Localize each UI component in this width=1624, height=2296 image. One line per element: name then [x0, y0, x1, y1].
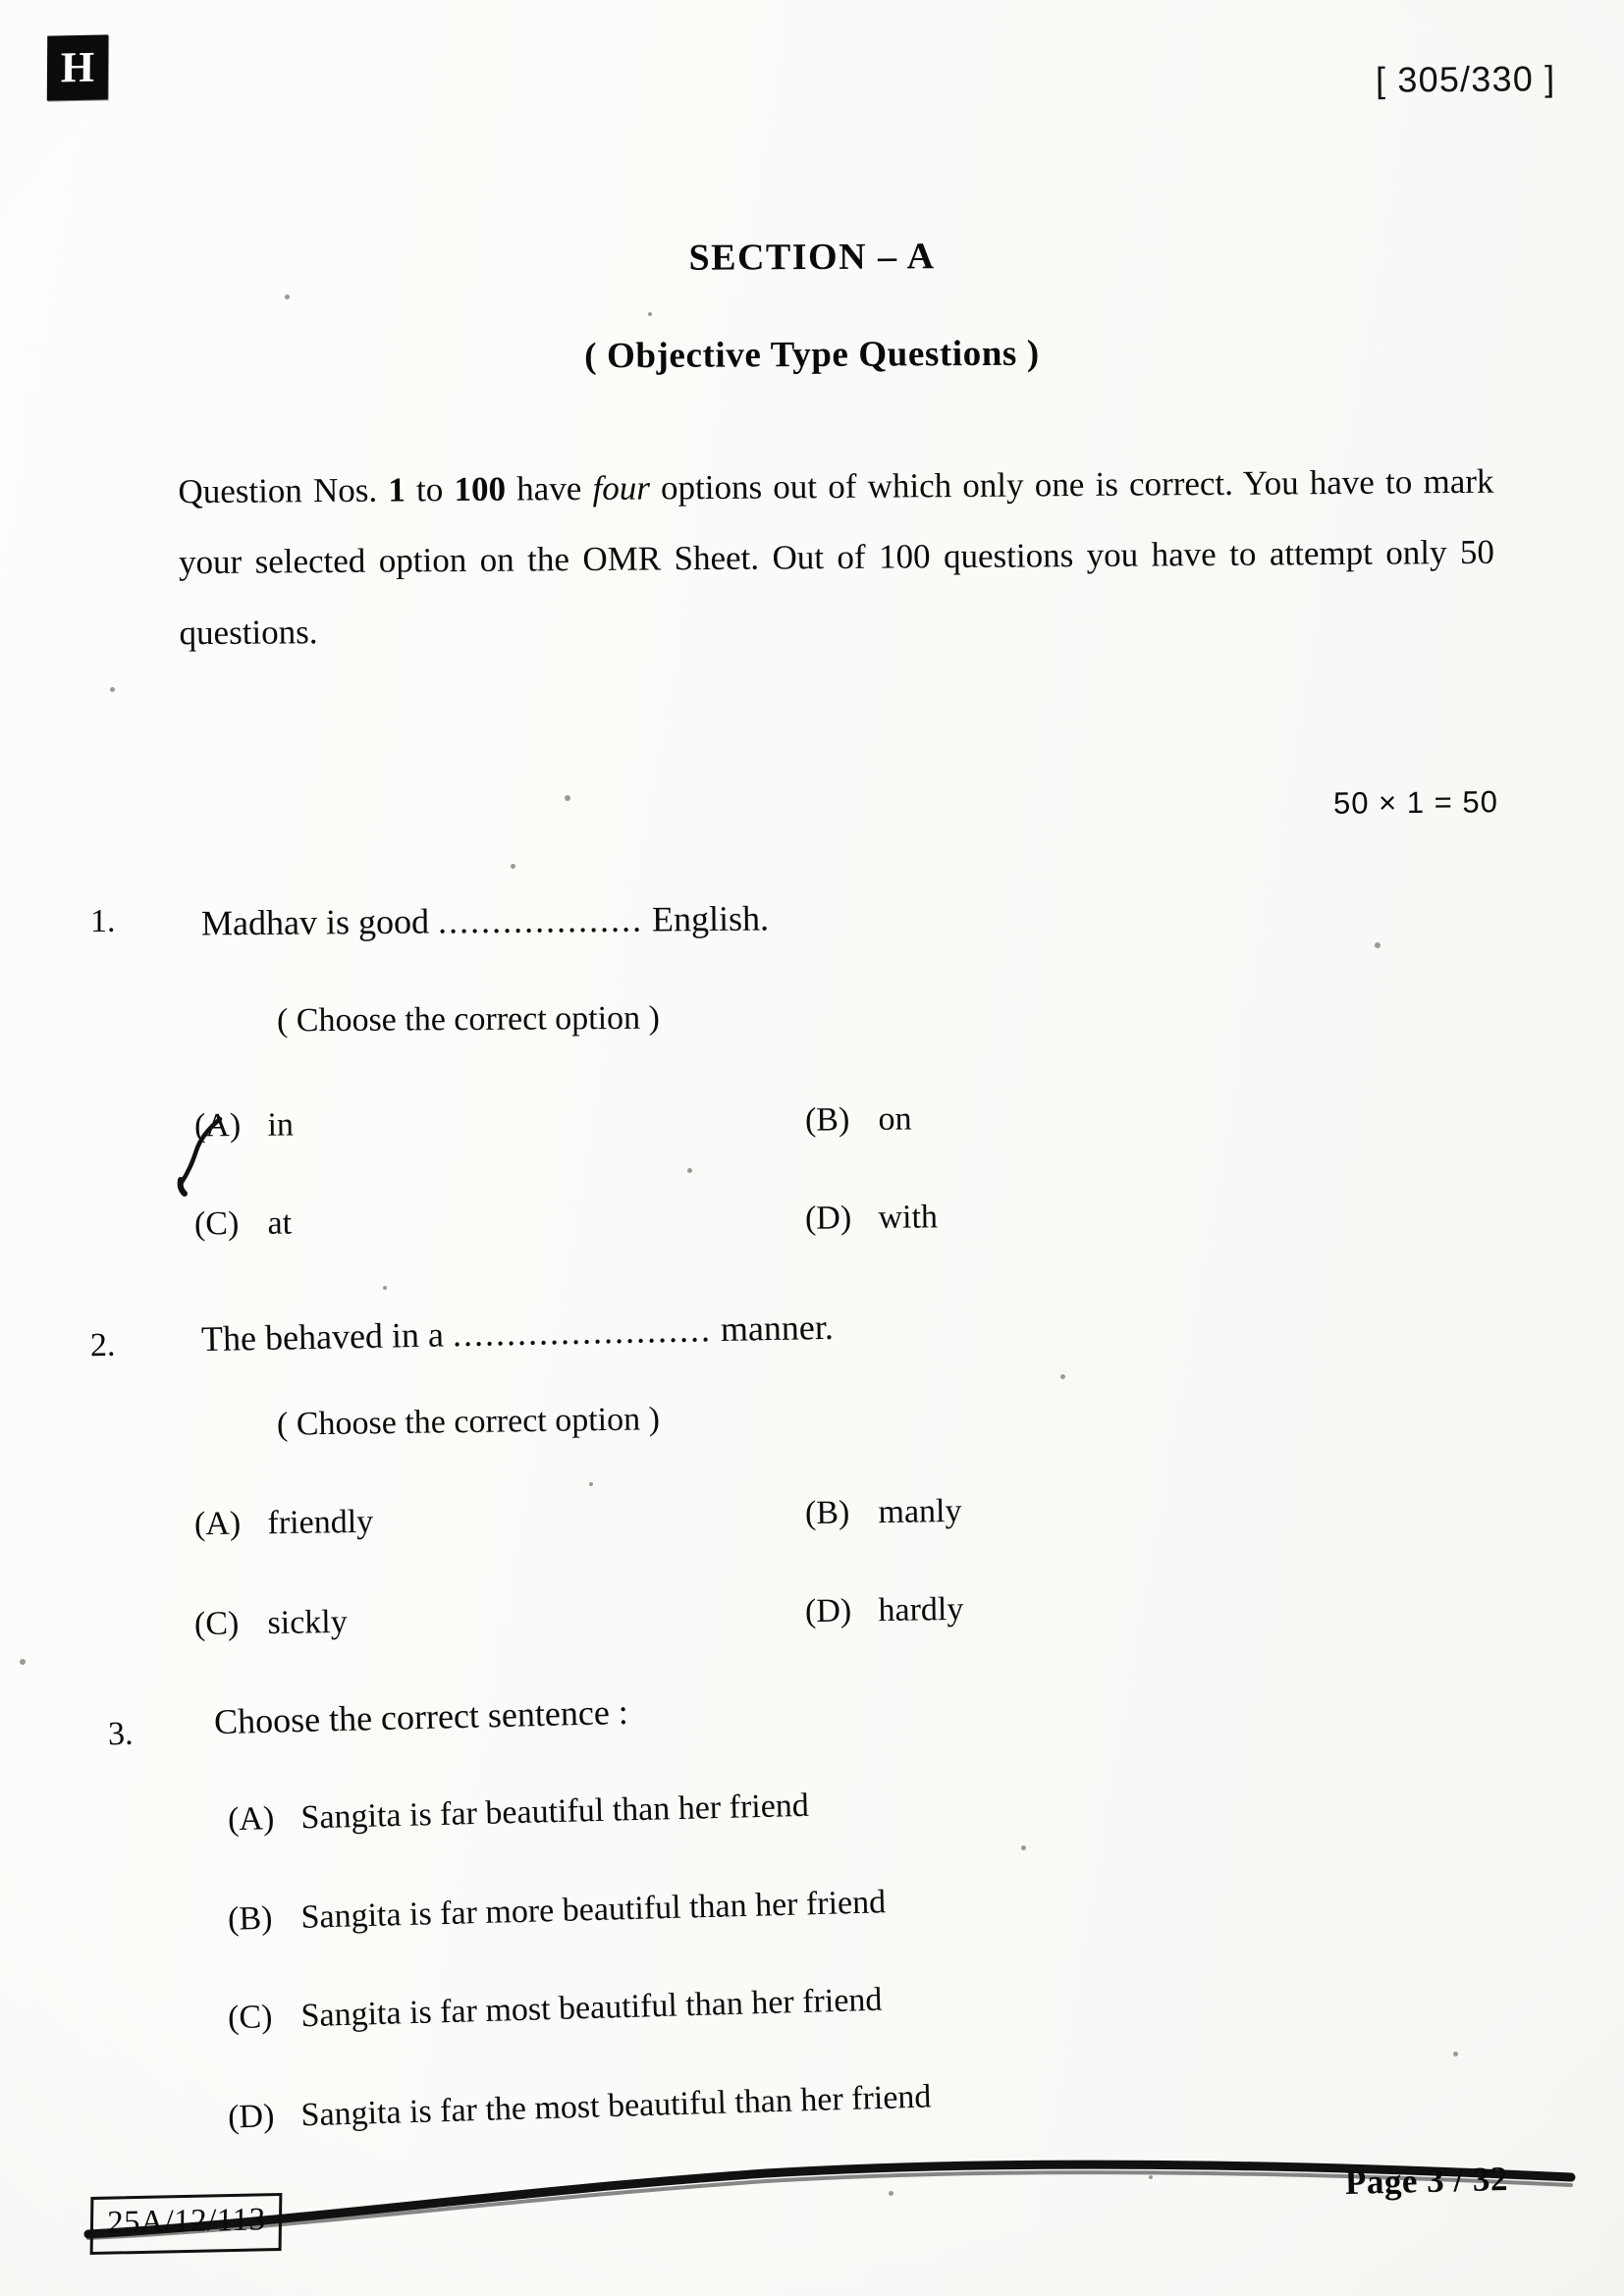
marks-distribution: 50 × 1 = 50: [1332, 784, 1499, 821]
scan-speck: [1453, 2052, 1458, 2056]
question-2-stem-after: manner.: [720, 1307, 835, 1350]
instructions-text-4: options out of which only one is correct. You have to mark your selected option on the OMR Sheet. Out of 100 questions you have to attempt only 50 questions.: [178, 461, 1495, 653]
question-3-option-c-text: Sangita is far most beautiful than her friend: [300, 1981, 883, 2035]
scan-speck: [889, 2191, 893, 2196]
question-1-option-b[interactable]: [805, 1100, 912, 1139]
section-subtitle: ( Objective Type Questions ): [584, 333, 1040, 377]
question-1-option-c-label: (C): [193, 1205, 240, 1243]
question-3-option-c[interactable]: [228, 1982, 883, 2038]
scan-speck: [1149, 2175, 1153, 2179]
question-3-option-d[interactable]: [228, 2078, 932, 2136]
question-2-option-d-label: (D): [804, 1592, 852, 1630]
question-1-option-b-text: on: [878, 1100, 912, 1138]
question-2-hint: ( Choose the correct option ): [276, 1401, 661, 1443]
instructions-text-3: have: [516, 469, 582, 508]
question-2-option-d[interactable]: [805, 1591, 964, 1630]
question-2-option-a[interactable]: [194, 1504, 374, 1544]
scan-speck: [383, 1286, 387, 1290]
question-3-option-a[interactable]: [228, 1788, 810, 1839]
instructions-bold-last: 100: [454, 469, 507, 509]
question-2-option-c-text: sickly: [267, 1603, 348, 1642]
question-2-blank-dots: ........................: [452, 1309, 713, 1355]
question-1-number: 1.: [90, 903, 116, 939]
question-1-stem-before: Madhav is good: [200, 901, 430, 943]
page-number-label: Page 3 / 32: [1344, 2159, 1509, 2203]
question-2-option-a-label: (A): [193, 1505, 242, 1543]
question-3-option-c-label: (C): [227, 1999, 273, 2037]
scan-speck: [648, 312, 652, 316]
question-3-number: 3.: [107, 1715, 134, 1753]
paper-serial-box: 25A/12/113: [90, 2193, 283, 2255]
question-1-option-c[interactable]: [194, 1204, 292, 1243]
question-1-option-d[interactable]: [805, 1199, 938, 1237]
scan-speck: [589, 1482, 593, 1486]
question-3-option-d-label: (D): [227, 2098, 275, 2136]
question-2-text: [201, 1307, 835, 1360]
question-1-hint: ( Choose the correct option ): [276, 999, 661, 1040]
question-1-option-d-label: (D): [804, 1200, 852, 1237]
instructions-text-1: Question Nos.: [178, 470, 378, 511]
question-2-option-c-label: (C): [193, 1605, 240, 1643]
question-1-option-a-text: in: [267, 1106, 295, 1144]
question-3-text: [214, 1691, 629, 1742]
question-3-option-d-text: Sangita is far the most beautiful than her friend: [300, 2078, 932, 2134]
scan-speck: [1375, 942, 1380, 948]
question-3-option-b-label: (B): [227, 1899, 273, 1938]
scan-speck: [1021, 1845, 1026, 1850]
paper-code: [ 305/330 ]: [1375, 58, 1556, 100]
question-1-option-a[interactable]: [194, 1106, 294, 1145]
question-1-option-c-text: at: [267, 1204, 293, 1242]
question-3-option-a-text: Sangita is far beautiful than her friend: [300, 1787, 810, 1837]
scan-speck: [565, 795, 570, 801]
question-2-stem-before: The behaved in a: [200, 1314, 445, 1360]
scan-speck: [511, 864, 515, 869]
question-2-option-a-text: friendly: [267, 1503, 374, 1542]
subject-code-badge: H: [47, 34, 108, 100]
question-1-option-d-text: with: [878, 1199, 939, 1236]
question-1-option-a-label: (A): [193, 1107, 242, 1145]
question-1-option-b-label: (B): [804, 1101, 850, 1139]
question-3-option-b[interactable]: [228, 1884, 887, 1939]
instructions-paragraph: [178, 447, 1495, 669]
question-3-stem-before: Choose the correct sentence :: [213, 1691, 629, 1742]
section-title: SECTION – A: [688, 236, 936, 279]
scan-speck: [687, 1168, 692, 1173]
question-2-option-d-text: hardly: [878, 1590, 964, 1629]
question-3-option-a-label: (A): [227, 1800, 275, 1839]
question-3-option-b-text: Sangita is far more beautiful than her friend: [300, 1884, 887, 1936]
question-1-text: [201, 897, 769, 943]
question-1-stem-after: English.: [651, 898, 770, 939]
instructions-bold-first: 1: [388, 470, 406, 509]
question-2-option-c[interactable]: [194, 1604, 348, 1643]
scan-speck: [285, 294, 290, 299]
question-1-blank-dots: ...................: [437, 899, 644, 941]
scan-speck: [20, 1659, 26, 1665]
instructions-text-2: to: [415, 470, 444, 509]
scan-speck: [1060, 1374, 1065, 1379]
question-2-option-b-text: manly: [878, 1492, 962, 1531]
scan-speck: [110, 687, 115, 692]
instructions-italic-four: four: [592, 468, 651, 507]
question-2-option-b-label: (B): [804, 1494, 850, 1532]
question-2-number: 2.: [89, 1326, 116, 1364]
question-2-option-b[interactable]: [805, 1493, 962, 1532]
